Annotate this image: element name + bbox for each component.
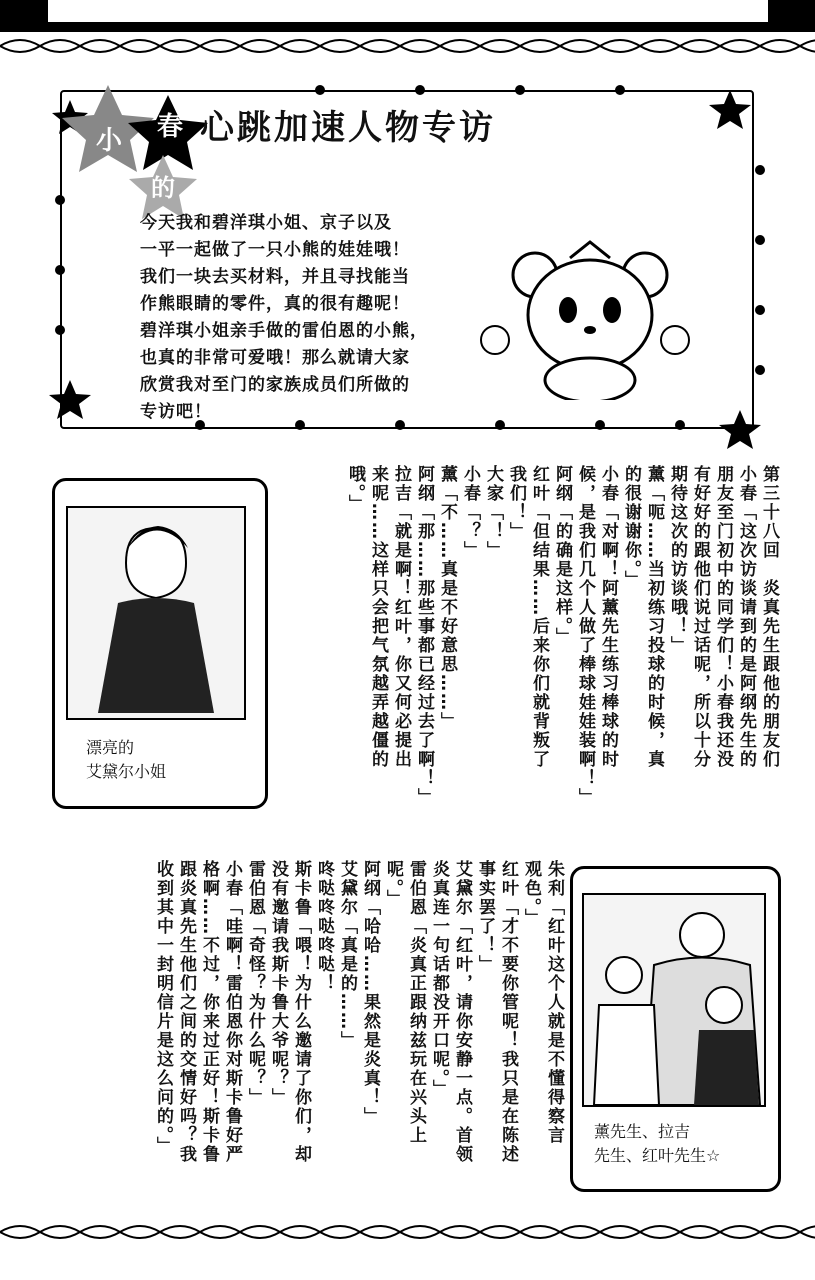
caption-group <box>594 1120 720 1168</box>
top-bar <box>0 0 815 32</box>
dialogue-line: 大家「！」 <box>483 465 503 560</box>
dialogue-line: 跟炎真先生他们之间的交情好吗？我 <box>176 860 196 1164</box>
intro-line: 专访吧！ <box>140 402 212 422</box>
title-badge <box>58 80 208 220</box>
caption-line: 漂亮的 <box>86 738 135 757</box>
dialogue-line: 没有邀请我斯卡鲁大爷呢？」 <box>268 860 288 1107</box>
dialogue-line: 我们！」 <box>506 465 526 541</box>
dialogue-line: 来呢……这样只会把气氛越弄越僵的 <box>368 465 388 769</box>
badge-spring: 春 <box>157 112 184 142</box>
intro-line: 今天我和碧洋琪小姐、京子以及 <box>140 213 392 233</box>
dialogue-line: 咚哒咚哒咚哒！ <box>314 860 334 993</box>
bear-illustration <box>480 230 690 400</box>
intro-line: 碧洋琪小姐亲手做的雷伯恩的小熊， <box>140 321 428 341</box>
adelheid-illustration <box>66 506 246 720</box>
dialogue-line: 拉吉「就是啊！红叶，你又何必提出 <box>391 465 411 769</box>
caption-line: 薰先生、拉吉 <box>594 1122 691 1141</box>
dialogue-line: 薰「呃……当初练习投球的时候，真 <box>644 465 664 769</box>
floral-border-bottom <box>0 1218 815 1246</box>
intro-line: 作熊眼睛的零件，真的很有趣呢！ <box>140 294 410 314</box>
dialogue-line: 期待这次的访谈哦！」 <box>667 465 687 655</box>
dialogue-line: 雷伯恩「炎真正跟纳兹玩在兴头上 <box>406 860 426 1145</box>
intro-line: 也真的非常可爱哦！那么就请大家 <box>140 348 410 368</box>
dialogue-line: 雷伯恩「奇怪？为什么呢？」 <box>245 860 265 1107</box>
dialogue-line: 格啊……不过，你来过正好！斯卡鲁 <box>199 860 219 1164</box>
dialogue-line: 事实罢了！」 <box>475 860 495 974</box>
intro-line: 一平一起做了一只小熊的娃娃哦！ <box>140 240 410 260</box>
dialogue-line: 阿纲「哈哈……果然是炎真！」 <box>360 860 380 1126</box>
dialogue-line: 小春「这次访谈请到的是阿纲先生的 <box>736 465 756 769</box>
badge-small: 小 <box>96 126 123 156</box>
intro-line: 欣赏我对至门的家族成员们所做的 <box>140 375 410 395</box>
top-bar-tab <box>48 0 768 22</box>
dialogue-line: 小春「哇啊！雷伯恩你对斯卡鲁好严 <box>222 860 242 1164</box>
dialogue-line: 第三十八回 炎真先生跟他的朋友们 <box>759 465 779 769</box>
dialogue-line: 有好好的跟他们说过话呢，所以十分 <box>690 465 710 769</box>
dialogue-line: 小春「对啊！阿薰先生练习棒球的时 <box>598 465 618 769</box>
caption-adelheid <box>86 736 166 784</box>
dialogue-line: 炎真连一句话都没开口呢。」 <box>429 860 449 1099</box>
group-illustration <box>582 893 766 1107</box>
dialogue-line: 红叶「才不要你管呢！我只是在陈述 <box>498 860 518 1164</box>
caption-line: 艾黛尔小姐 <box>86 762 167 781</box>
dialogue-line: 艾黛尔「真是的……」 <box>337 860 357 1050</box>
dialogue-line: 候，是我们几个人做了棒球娃娃装啊！」 <box>575 465 595 807</box>
dialogue-line: 的很谢谢你。」 <box>621 465 641 590</box>
lower-dialogue <box>70 860 565 1210</box>
dialogue-line: 收到其中一封明信片是这么问的。」 <box>153 860 173 1156</box>
dialogue-line: 红叶「但结果……后来你们就背叛了 <box>529 465 549 769</box>
dialogue-line: 哦。」 <box>345 465 365 514</box>
dialogue-line: 斯卡鲁「喂！为什么邀请了你们，却 <box>291 860 311 1164</box>
dialogue-line: 艾黛尔「红叶，请你安静一点。首领 <box>452 860 472 1164</box>
dialogue-line: 朋友至门初中的同学们！小春我还没 <box>713 465 733 769</box>
dialogue-line: 呢。」 <box>383 860 403 909</box>
caption-line: 先生、红叶先生☆ <box>594 1146 721 1165</box>
upper-dialogue <box>270 465 780 845</box>
floral-border-top <box>0 32 815 60</box>
intro-line: 我们一块去买材料，并且寻找能当 <box>140 267 410 287</box>
dialogue-line: 阿纲「那……那些事都已经过去了啊！」 <box>414 465 434 807</box>
page-title: 心跳加速人物专访 <box>200 108 496 148</box>
dialogue-line: 薰「不……真是不好意思……」 <box>437 465 457 731</box>
dialogue-line: 朱利「红叶这个人就是不懂得察言 <box>544 860 564 1145</box>
badge-of: 的 <box>151 174 175 202</box>
dialogue-line: 阿纲「的确是这样。」 <box>552 465 572 647</box>
dialogue-line: 小春「？」 <box>460 465 480 560</box>
dialogue-line: 观色。」 <box>521 860 541 928</box>
